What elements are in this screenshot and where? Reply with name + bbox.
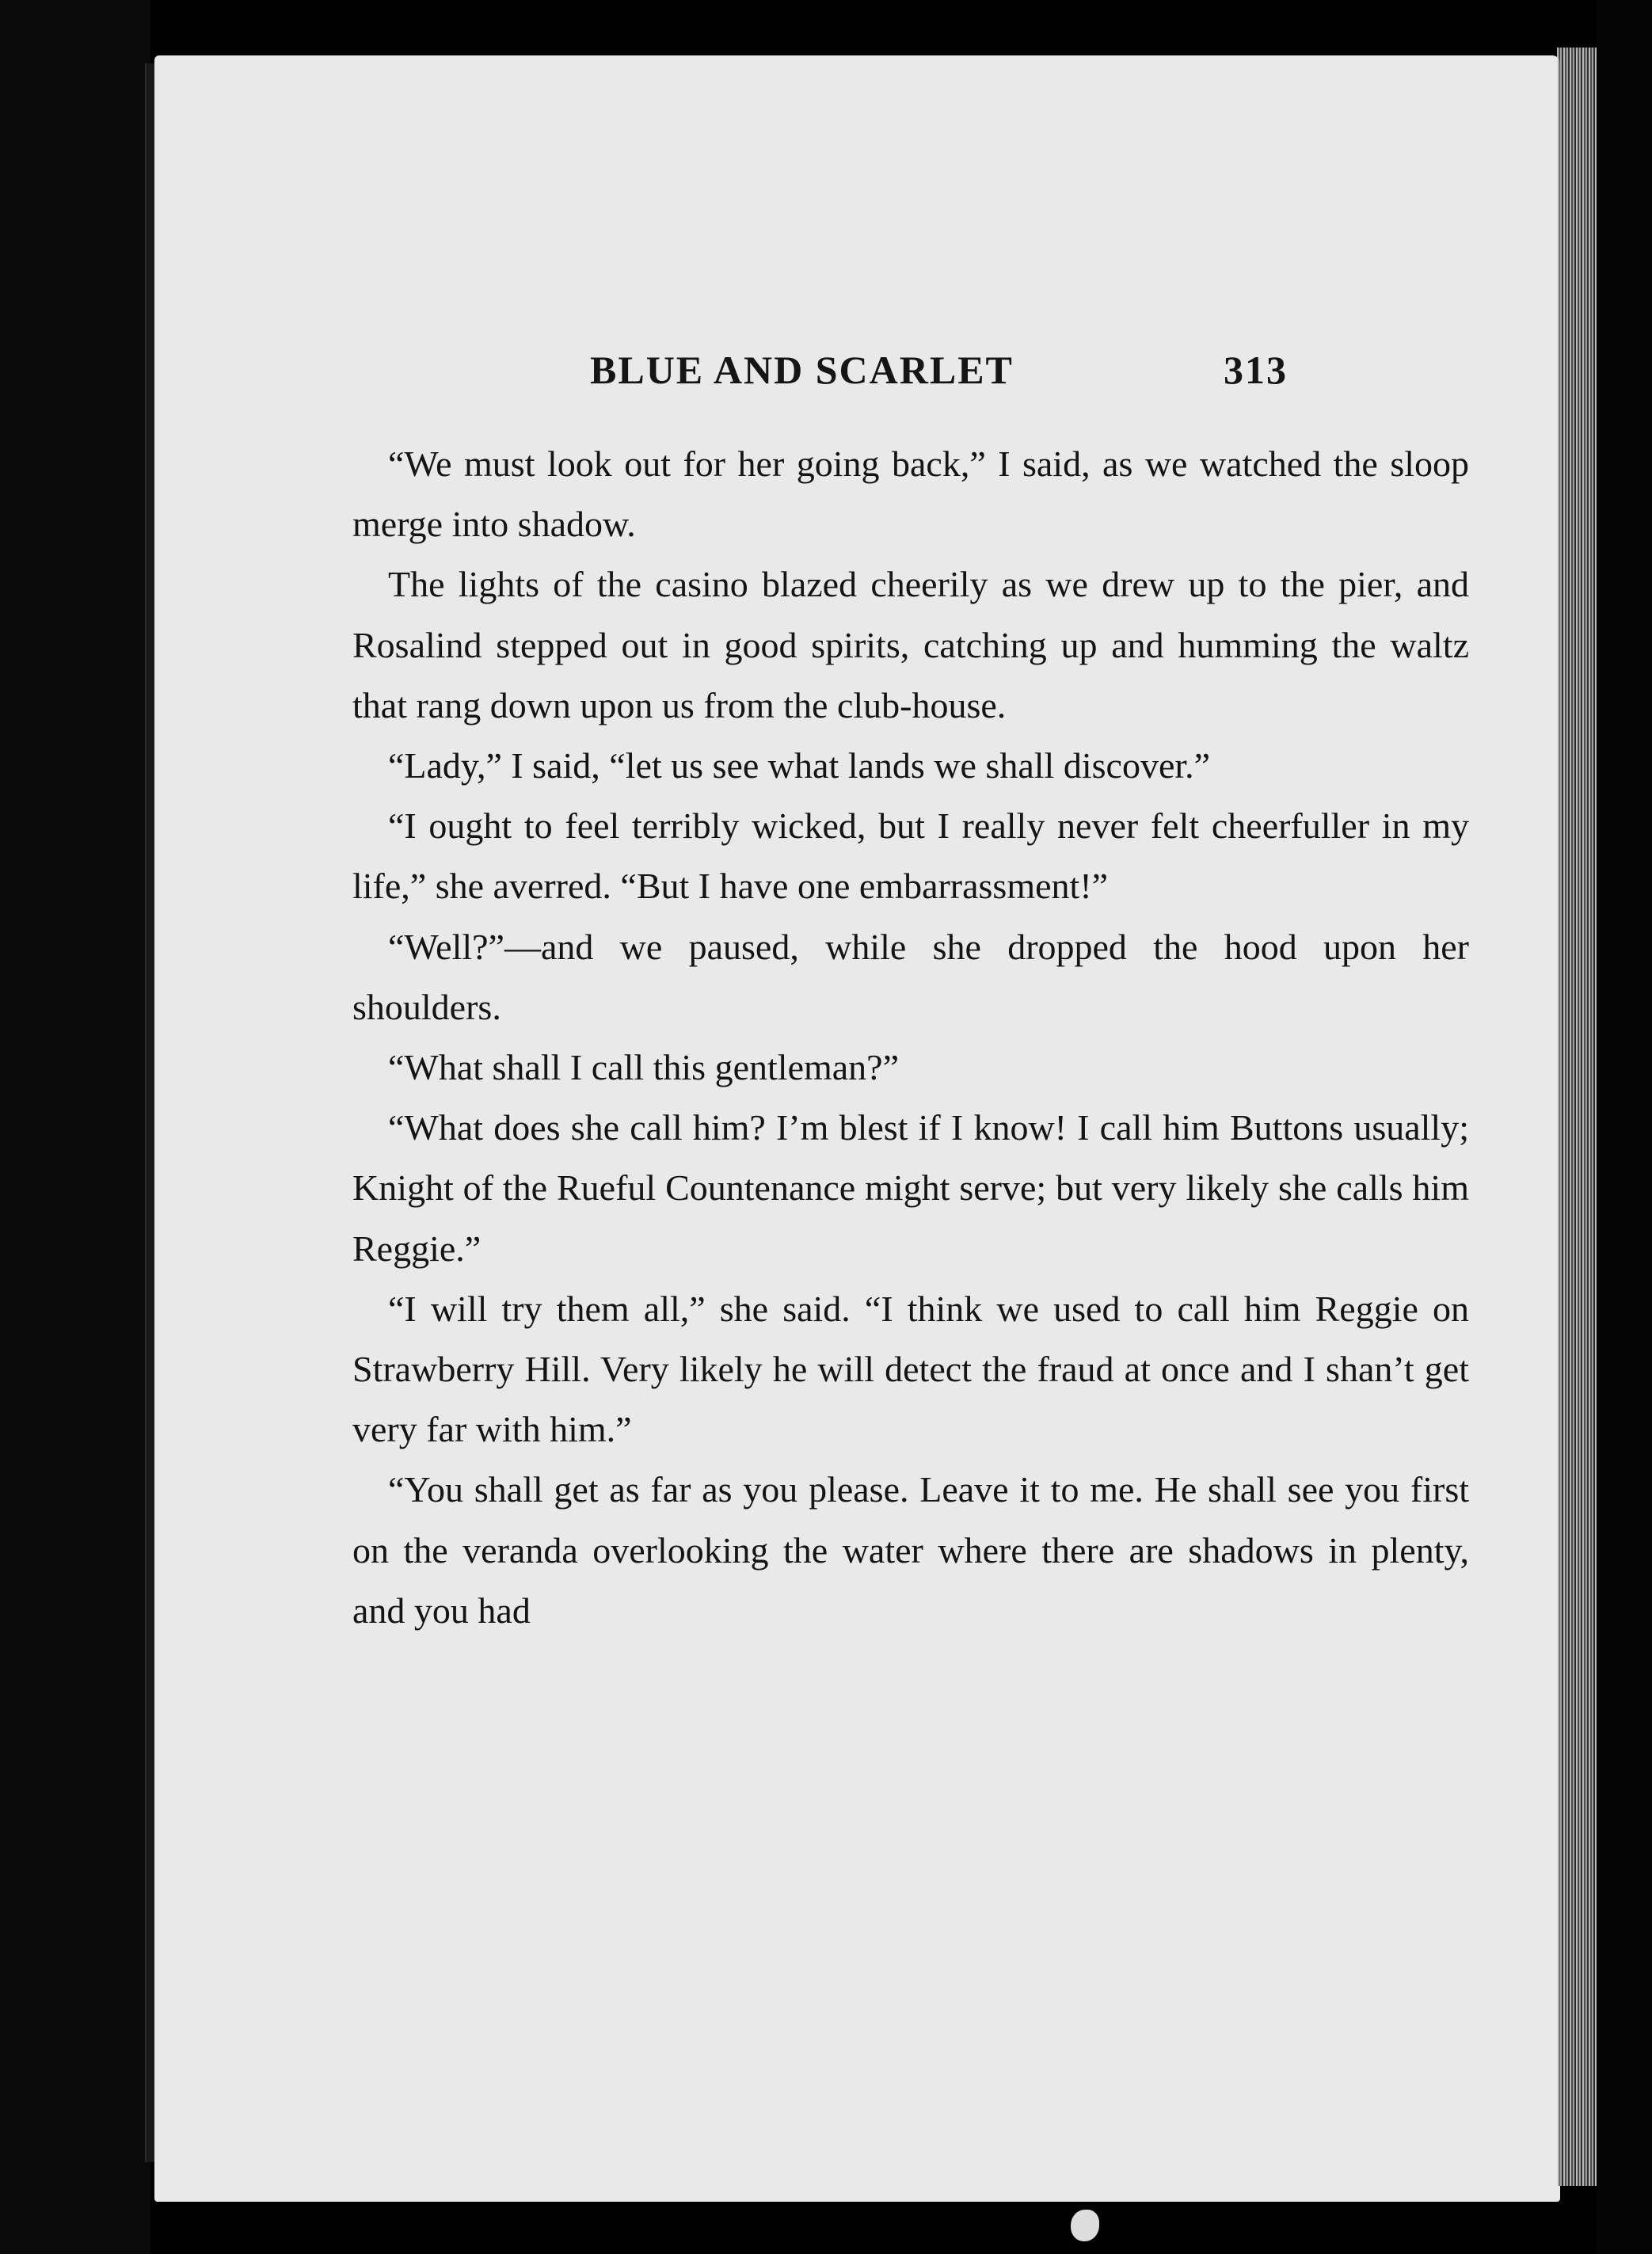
book-page — [154, 55, 1560, 2202]
paragraph: The lights of the casino blazed cheerily as we drew up to the pier, and Rosalind stepped out in good spirits, catching up and humming the waltz that rang down upon us from the club-house. — [352, 564, 1469, 725]
running-head: BLUE AND SCARLET — [590, 348, 1014, 392]
right-margin — [1597, 0, 1652, 2254]
paragraph: “I will try them all,” she said. “I think we used to call him Reggie on Strawberry Hill. Very likely he will detect the fraud at once and I shan’t get very far with him.” — [352, 1288, 1469, 1450]
body-text — [352, 434, 1469, 1641]
paragraph: “What shall I call this gentleman?” — [388, 1047, 900, 1088]
paragraph: “I ought to feel terribly wicked, but I really never felt cheerfuller in my life,” she averred. “But I have one embarrassment!” — [352, 805, 1469, 907]
paragraph: “Well?”—and we paused, while she dropped the hood upon her shoulders. — [352, 926, 1469, 1027]
paragraph: “We must look out for her going back,” I said, as we watched the sloop merge into shadow. — [352, 444, 1469, 545]
paragraph: “You shall get as far as you please. Leave it to me. He shall see you first on the veranda overlooking the water where there are shadows in plenty, and you had — [352, 1469, 1469, 1631]
page-header — [154, 347, 1560, 394]
left-margin — [0, 0, 150, 2254]
page-stack-edges — [1557, 48, 1597, 2186]
paragraph: “Lady,” I said, “let us see what lands we shall discover.” — [388, 745, 1211, 786]
paragraph: “What does she call him? I’m blest if I know! I call him Buttons usually; Knight of the Rueful Countenance might serve; but very likely she calls him Reggie.” — [352, 1107, 1469, 1269]
page-number: 313 — [1224, 348, 1288, 392]
scan-artifact — [1071, 2210, 1099, 2241]
